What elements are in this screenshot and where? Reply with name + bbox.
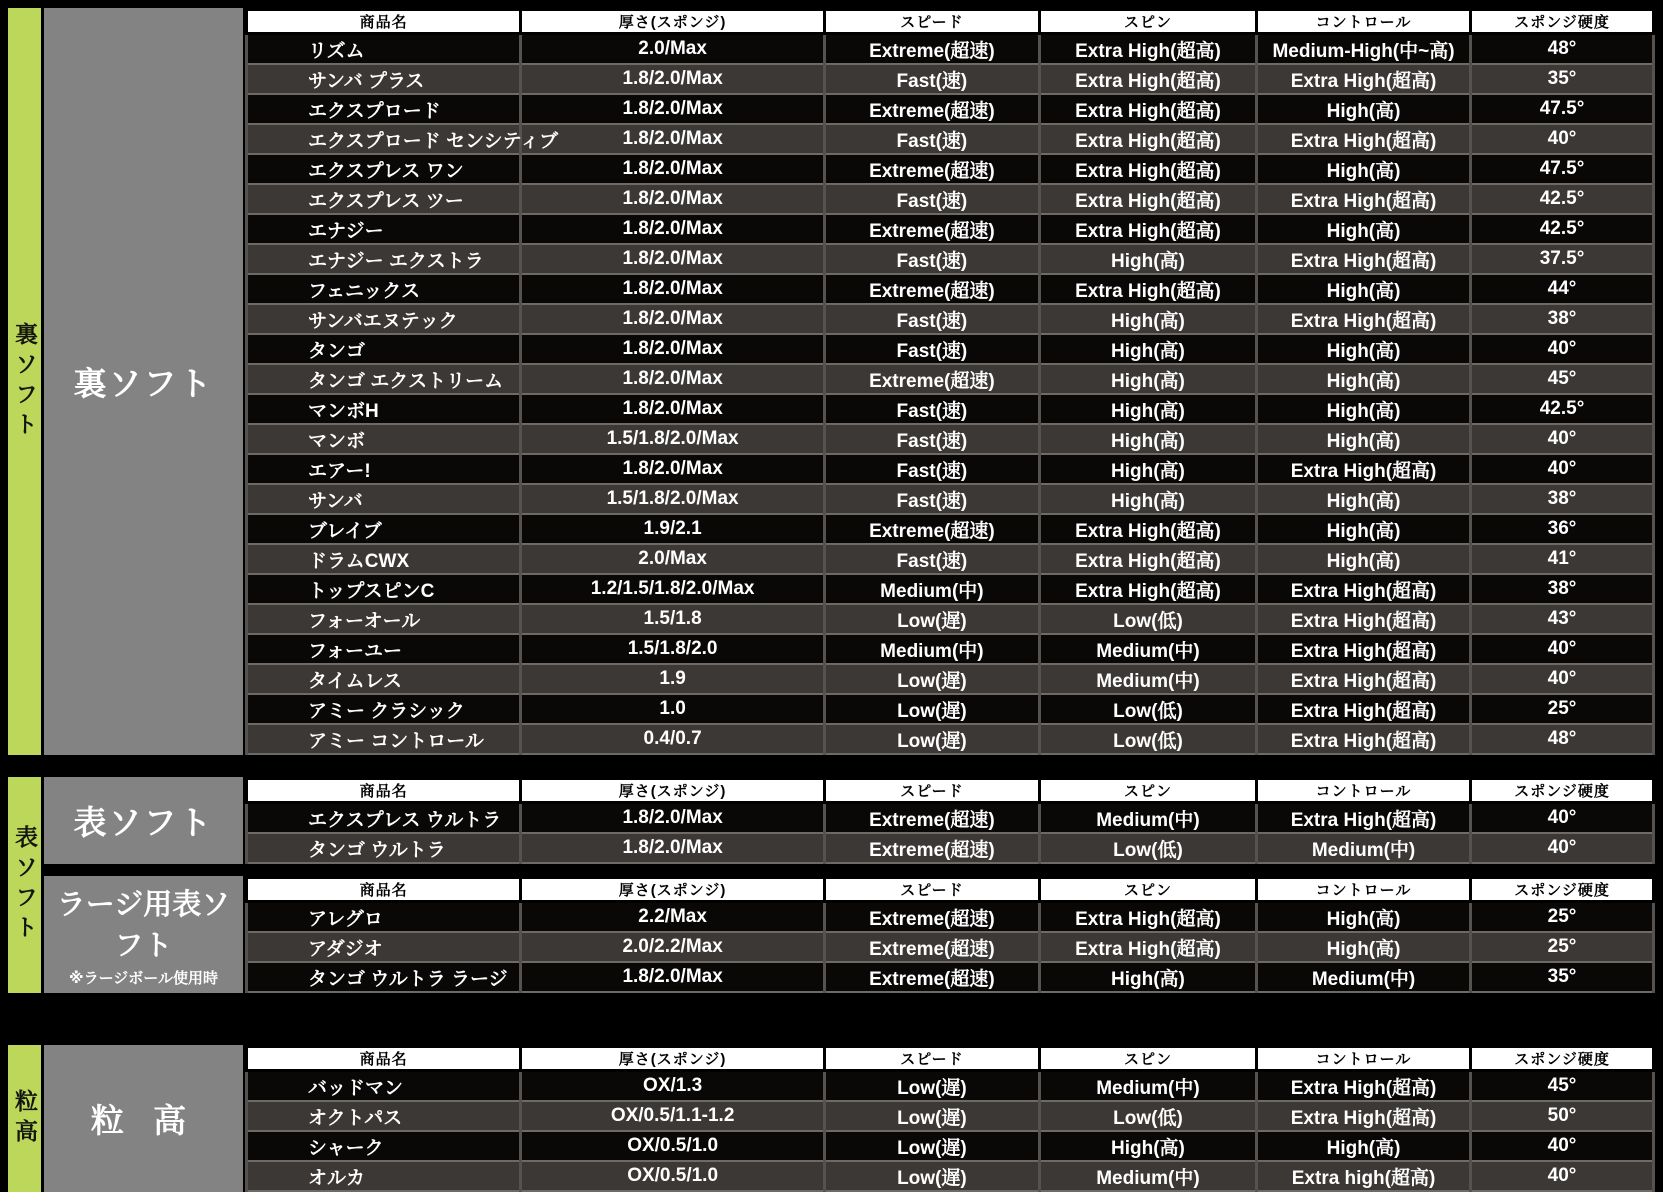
speed-cell: Fast(速)	[824, 394, 1039, 424]
product-name-cell: アダジオ	[247, 932, 521, 962]
spin-cell: Extra High(超高)	[1039, 154, 1256, 184]
sponge-hardness-cell: 35°	[1471, 64, 1654, 94]
product-name-cell: タンゴ ウルトラ ラージ	[247, 962, 521, 992]
thickness-cell: 1.9	[521, 664, 825, 694]
product-name-cell: タンゴ エクストリーム	[247, 364, 521, 394]
thickness-cell: 2.0/Max	[521, 34, 825, 65]
product-name-cell: バッドマン	[247, 1071, 521, 1102]
sponge-hardness-cell: 48°	[1471, 34, 1654, 65]
table-row	[247, 1161, 1654, 1191]
spin-cell: Low(低)	[1039, 1101, 1256, 1131]
thickness-cell: OX/0.5/1.0	[521, 1131, 825, 1161]
speed-cell: Fast(速)	[824, 544, 1039, 574]
product-name-cell: サンバ	[247, 484, 521, 514]
speed-cell: Extreme(超速)	[824, 902, 1039, 933]
column-header-speed: スピード	[824, 10, 1039, 34]
sponge-hardness-cell: 48°	[1471, 724, 1654, 754]
thickness-cell: 1.5/1.8/2.0	[521, 634, 825, 664]
speed-cell: Extreme(超速)	[824, 214, 1039, 244]
control-cell: Extra High(超高)	[1257, 304, 1471, 334]
spin-cell: Low(低)	[1039, 833, 1256, 863]
spin-cell: Low(低)	[1039, 694, 1256, 724]
column-header-product-name: 商品名	[247, 1047, 521, 1071]
table-row	[247, 34, 1654, 65]
column-header-control: コントロール	[1257, 10, 1471, 34]
product-name-cell: エクスプロード	[247, 94, 521, 124]
group-label-inverted	[44, 8, 243, 755]
thickness-cell: 1.8/2.0/Max	[521, 184, 825, 214]
speed-cell: Medium(中)	[824, 634, 1039, 664]
thickness-cell: 1.8/2.0/Max	[521, 962, 825, 992]
speed-cell: Low(遅)	[824, 604, 1039, 634]
table-row	[247, 544, 1654, 574]
column-header-product-name: 商品名	[247, 878, 521, 902]
table-row	[247, 364, 1654, 394]
product-name-cell: タイムレス	[247, 664, 521, 694]
sponge-hardness-cell: 40°	[1471, 124, 1654, 154]
speed-cell: Fast(速)	[824, 124, 1039, 154]
spin-cell: Extra High(超高)	[1039, 932, 1256, 962]
sponge-hardness-cell: 37.5°	[1471, 244, 1654, 274]
thickness-cell: 1.8/2.0/Max	[521, 154, 825, 184]
thickness-cell: 1.2/1.5/1.8/2.0/Max	[521, 574, 825, 604]
product-name-cell: オクトパス	[247, 1101, 521, 1131]
spin-cell: Extra High(超高)	[1039, 544, 1256, 574]
spin-cell: Medium(中)	[1039, 803, 1256, 834]
product-name-cell: エクスプレス ワン	[247, 154, 521, 184]
speed-cell: Fast(速)	[824, 454, 1039, 484]
group-label-large-ball	[44, 876, 243, 993]
sponge-hardness-cell: 43°	[1471, 604, 1654, 634]
table-row	[247, 184, 1654, 214]
sponge-hardness-cell: 40°	[1471, 833, 1654, 863]
spin-cell: Extra High(超高)	[1039, 64, 1256, 94]
group-title: 裏ソフト	[73, 365, 214, 402]
table-row	[247, 634, 1654, 664]
table-long-pips-wrap	[245, 1045, 1655, 1192]
speed-cell: Low(遅)	[824, 724, 1039, 754]
header-row	[247, 779, 1654, 803]
spin-cell: Medium(中)	[1039, 1071, 1256, 1102]
table-long-pips	[245, 1045, 1655, 1192]
speed-cell: Fast(速)	[824, 64, 1039, 94]
spin-cell: Low(低)	[1039, 724, 1256, 754]
product-name-cell: サンバ プラス	[247, 64, 521, 94]
column-header-thickness: 厚さ(スポンジ)	[521, 10, 825, 34]
spin-cell: Medium(中)	[1039, 634, 1256, 664]
table-row	[247, 664, 1654, 694]
speed-cell: Fast(速)	[824, 184, 1039, 214]
product-name-cell: アミー コントロール	[247, 724, 521, 754]
sponge-hardness-cell: 45°	[1471, 364, 1654, 394]
product-name-cell: マンボ	[247, 424, 521, 454]
column-header-product-name: 商品名	[247, 779, 521, 803]
spin-cell: High(高)	[1039, 304, 1256, 334]
header-row	[247, 1047, 1654, 1071]
spin-cell: Extra High(超高)	[1039, 124, 1256, 154]
group-label-pips-out	[44, 777, 243, 864]
control-cell: Extra High(超高)	[1257, 724, 1471, 754]
speed-cell: Extreme(超速)	[824, 803, 1039, 834]
thickness-cell: 1.8/2.0/Max	[521, 364, 825, 394]
spin-cell: High(高)	[1039, 334, 1256, 364]
speed-cell: Extreme(超速)	[824, 514, 1039, 544]
table-large-ball-wrap	[245, 876, 1655, 993]
table-row	[247, 803, 1654, 834]
table-row	[247, 724, 1654, 754]
table-row	[247, 604, 1654, 634]
speed-cell: Fast(速)	[824, 304, 1039, 334]
column-header-speed: スピード	[824, 1047, 1039, 1071]
spin-cell: High(高)	[1039, 364, 1256, 394]
strip-label-long-pips: 粒高	[12, 1088, 38, 1149]
sponge-hardness-cell: 44°	[1471, 274, 1654, 304]
column-header-control: コントロール	[1257, 878, 1471, 902]
thickness-cell: 1.8/2.0/Max	[521, 94, 825, 124]
column-header-thickness: 厚さ(スポンジ)	[521, 1047, 825, 1071]
control-cell: Extra High(超高)	[1257, 64, 1471, 94]
product-name-cell: サンバエヌテック	[247, 304, 521, 334]
column-header-speed: スピード	[824, 878, 1039, 902]
sponge-hardness-cell: 40°	[1471, 1131, 1654, 1161]
sponge-hardness-cell: 25°	[1471, 902, 1654, 933]
spin-cell: High(高)	[1039, 484, 1256, 514]
product-name-cell: フォーユー	[247, 634, 521, 664]
group-long-pips	[44, 1045, 1655, 1192]
group-title: 表ソフト	[73, 804, 214, 841]
section-strip-inverted	[8, 8, 41, 755]
speed-cell: Fast(速)	[824, 484, 1039, 514]
group-title: 粒 高	[90, 1102, 197, 1139]
thickness-cell: 1.8/2.0/Max	[521, 454, 825, 484]
control-cell: High(高)	[1257, 94, 1471, 124]
thickness-cell: 1.8/2.0/Max	[521, 394, 825, 424]
speed-cell: Extreme(超速)	[824, 94, 1039, 124]
table-row	[247, 902, 1654, 933]
sponge-hardness-cell: 40°	[1471, 1161, 1654, 1191]
speed-cell: Medium(中)	[824, 574, 1039, 604]
control-cell: Extra High(超高)	[1257, 604, 1471, 634]
table-row	[247, 574, 1654, 604]
control-cell: Medium(中)	[1257, 833, 1471, 863]
table-row	[247, 1071, 1654, 1102]
column-header-sponge-hardness: スポンジ硬度	[1471, 779, 1654, 803]
spin-cell: High(高)	[1039, 962, 1256, 992]
strip-label-inverted: 裏ソフト	[12, 321, 38, 442]
column-header-sponge-hardness: スポンジ硬度	[1471, 1047, 1654, 1071]
column-header-spin: スピン	[1039, 779, 1256, 803]
control-cell: Extra High(超高)	[1257, 454, 1471, 484]
sponge-hardness-cell: 47.5°	[1471, 154, 1654, 184]
table-row	[247, 454, 1654, 484]
product-name-cell: リズム	[247, 34, 521, 65]
speed-cell: Extreme(超速)	[824, 962, 1039, 992]
spin-cell: Extra High(超高)	[1039, 902, 1256, 933]
sponge-hardness-cell: 35°	[1471, 962, 1654, 992]
thickness-cell: 1.0	[521, 694, 825, 724]
table-row	[247, 1101, 1654, 1131]
section-pips-out-rubber	[8, 777, 1655, 993]
table-row	[247, 94, 1654, 124]
speed-cell: Extreme(超速)	[824, 364, 1039, 394]
control-cell: High(高)	[1257, 364, 1471, 394]
speed-cell: Extreme(超速)	[824, 833, 1039, 863]
table-row	[247, 124, 1654, 154]
control-cell: High(高)	[1257, 154, 1471, 184]
sponge-hardness-cell: 40°	[1471, 803, 1654, 834]
spin-cell: High(高)	[1039, 424, 1256, 454]
speed-cell: Low(遅)	[824, 694, 1039, 724]
sponge-hardness-cell: 40°	[1471, 634, 1654, 664]
sponge-hardness-cell: 36°	[1471, 514, 1654, 544]
control-cell: High(高)	[1257, 1131, 1471, 1161]
control-cell: Extra High(超高)	[1257, 694, 1471, 724]
sponge-hardness-cell: 25°	[1471, 932, 1654, 962]
column-header-spin: スピン	[1039, 1047, 1256, 1071]
table-large-ball	[245, 876, 1655, 993]
thickness-cell: OX/0.5/1.0	[521, 1161, 825, 1191]
spin-cell: High(高)	[1039, 454, 1256, 484]
speed-cell: Low(遅)	[824, 1161, 1039, 1191]
table-row	[247, 1131, 1654, 1161]
thickness-cell: 1.5/1.8	[521, 604, 825, 634]
control-cell: Extra High(超高)	[1257, 244, 1471, 274]
sponge-hardness-cell: 50°	[1471, 1101, 1654, 1131]
control-cell: High(高)	[1257, 274, 1471, 304]
spin-cell: Extra High(超高)	[1039, 214, 1256, 244]
table-pips-out-wrap	[245, 777, 1655, 864]
table-row	[247, 514, 1654, 544]
thickness-cell: 1.8/2.0/Max	[521, 244, 825, 274]
table-row	[247, 334, 1654, 364]
speed-cell: Fast(速)	[824, 424, 1039, 454]
control-cell: High(高)	[1257, 902, 1471, 933]
group-pips-out	[44, 777, 1655, 864]
sponge-hardness-cell: 42.5°	[1471, 184, 1654, 214]
column-header-thickness: 厚さ(スポンジ)	[521, 878, 825, 902]
product-name-cell: エナジー エクストラ	[247, 244, 521, 274]
spin-cell: Extra High(超高)	[1039, 34, 1256, 65]
control-cell: Extra high(超高)	[1257, 1161, 1471, 1191]
table-row	[247, 932, 1654, 962]
strip-label-pips-out: 表ソフト	[12, 825, 38, 945]
control-cell: Extra High(超高)	[1257, 574, 1471, 604]
thickness-cell: 1.8/2.0/Max	[521, 803, 825, 834]
product-name-cell: アレグロ	[247, 902, 521, 933]
thickness-cell: 1.8/2.0/Max	[521, 64, 825, 94]
group-title: ラージ用表ソフト	[56, 888, 231, 962]
thickness-cell: 1.8/2.0/Max	[521, 274, 825, 304]
product-name-cell: エクスプレス ウルトラ	[247, 803, 521, 834]
table-inverted-wrap	[245, 8, 1655, 755]
control-cell: Extra High(超高)	[1257, 1071, 1471, 1102]
table-row	[247, 214, 1654, 244]
sponge-hardness-cell: 40°	[1471, 664, 1654, 694]
header-row	[247, 10, 1654, 34]
product-name-cell: エクスプレス ツー	[247, 184, 521, 214]
product-name-cell: エクスプロード センシティブ	[247, 124, 521, 154]
product-name-cell: エナジー	[247, 214, 521, 244]
table-row	[247, 484, 1654, 514]
thickness-cell: 2.0/Max	[521, 544, 825, 574]
sponge-hardness-cell: 40°	[1471, 454, 1654, 484]
spin-cell: Extra High(超高)	[1039, 514, 1256, 544]
sponge-hardness-cell: 42.5°	[1471, 394, 1654, 424]
control-cell: High(高)	[1257, 484, 1471, 514]
table-inverted	[245, 8, 1655, 755]
sponge-hardness-cell: 41°	[1471, 544, 1654, 574]
speed-cell: Extreme(超速)	[824, 274, 1039, 304]
control-cell: High(高)	[1257, 932, 1471, 962]
control-cell: Medium(中)	[1257, 962, 1471, 992]
thickness-cell: 1.8/2.0/Max	[521, 833, 825, 863]
column-header-spin: スピン	[1039, 10, 1256, 34]
control-cell: High(高)	[1257, 214, 1471, 244]
column-header-speed: スピード	[824, 779, 1039, 803]
control-cell: Extra High(超高)	[1257, 664, 1471, 694]
thickness-cell: OX/1.3	[521, 1071, 825, 1102]
thickness-cell: 2.0/2.2/Max	[521, 932, 825, 962]
thickness-cell: 1.8/2.0/Max	[521, 304, 825, 334]
thickness-cell: 1.8/2.0/Max	[521, 124, 825, 154]
product-name-cell: フォーオール	[247, 604, 521, 634]
thickness-cell: 1.8/2.0/Max	[521, 214, 825, 244]
speed-cell: Fast(速)	[824, 244, 1039, 274]
thickness-cell: 0.4/0.7	[521, 724, 825, 754]
column-header-control: コントロール	[1257, 1047, 1471, 1071]
sponge-hardness-cell: 42.5°	[1471, 214, 1654, 244]
control-cell: Extra High(超高)	[1257, 184, 1471, 214]
spin-cell: Low(低)	[1039, 604, 1256, 634]
control-cell: Extra High(超高)	[1257, 1101, 1471, 1131]
speed-cell: Low(遅)	[824, 1071, 1039, 1102]
table-row	[247, 694, 1654, 724]
control-cell: High(高)	[1257, 544, 1471, 574]
spin-cell: Extra High(超高)	[1039, 574, 1256, 604]
speed-cell: Low(遅)	[824, 1131, 1039, 1161]
table-row	[247, 833, 1654, 863]
product-name-cell: ブレイブ	[247, 514, 521, 544]
group-large-ball-pips-out	[44, 876, 1655, 993]
spin-cell: High(高)	[1039, 1131, 1256, 1161]
control-cell: High(高)	[1257, 394, 1471, 424]
speed-cell: Extreme(超速)	[824, 154, 1039, 184]
table-row	[247, 154, 1654, 184]
section-inverted-rubber	[8, 8, 1655, 755]
spin-cell: Extra High(超高)	[1039, 94, 1256, 124]
spin-cell: Extra High(超高)	[1039, 274, 1256, 304]
product-name-cell: タンゴ ウルトラ	[247, 833, 521, 863]
product-name-cell: タンゴ	[247, 334, 521, 364]
control-cell: Extra High(超高)	[1257, 803, 1471, 834]
column-header-thickness: 厚さ(スポンジ)	[521, 779, 825, 803]
section-strip-long-pips	[8, 1045, 41, 1192]
table-row	[247, 304, 1654, 334]
table-row	[247, 962, 1654, 992]
product-name-cell: トップスピンC	[247, 574, 521, 604]
sponge-hardness-cell: 47.5°	[1471, 94, 1654, 124]
speed-cell: Fast(速)	[824, 334, 1039, 364]
thickness-cell: 1.5/1.8/2.0/Max	[521, 484, 825, 514]
product-name-cell: フェニックス	[247, 274, 521, 304]
group-inverted	[44, 8, 1655, 755]
table-pips-out	[245, 777, 1655, 864]
speed-cell: Extreme(超速)	[824, 34, 1039, 65]
sponge-hardness-cell: 38°	[1471, 304, 1654, 334]
sponge-hardness-cell: 38°	[1471, 484, 1654, 514]
column-header-sponge-hardness: スポンジ硬度	[1471, 878, 1654, 902]
control-cell: High(高)	[1257, 334, 1471, 364]
thickness-cell: 1.8/2.0/Max	[521, 334, 825, 364]
thickness-cell: 1.5/1.8/2.0/Max	[521, 424, 825, 454]
sponge-hardness-cell: 40°	[1471, 334, 1654, 364]
speed-cell: Low(遅)	[824, 664, 1039, 694]
section-strip-pips-out	[8, 777, 41, 993]
control-cell: High(高)	[1257, 514, 1471, 544]
product-name-cell: アミー クラシック	[247, 694, 521, 724]
control-cell: Medium-High(中~高)	[1257, 34, 1471, 65]
thickness-cell: OX/0.5/1.1-1.2	[521, 1101, 825, 1131]
product-name-cell: ドラムCWX	[247, 544, 521, 574]
spin-cell: Extra High(超高)	[1039, 184, 1256, 214]
column-header-product-name: 商品名	[247, 10, 521, 34]
section-long-pips-rubber	[8, 1045, 1655, 1192]
thickness-cell: 1.9/2.1	[521, 514, 825, 544]
table-row	[247, 424, 1654, 454]
header-row	[247, 878, 1654, 902]
column-header-control: コントロール	[1257, 779, 1471, 803]
sponge-hardness-cell: 45°	[1471, 1071, 1654, 1102]
product-name-cell: オルカ	[247, 1161, 521, 1191]
table-row	[247, 274, 1654, 304]
product-name-cell: マンボH	[247, 394, 521, 424]
speed-cell: Low(遅)	[824, 1101, 1039, 1131]
product-name-cell: シャーク	[247, 1131, 521, 1161]
spin-cell: Medium(中)	[1039, 1161, 1256, 1191]
sponge-hardness-cell: 25°	[1471, 694, 1654, 724]
table-row	[247, 244, 1654, 274]
spin-cell: High(高)	[1039, 394, 1256, 424]
column-header-spin: スピン	[1039, 878, 1256, 902]
sponge-hardness-cell: 38°	[1471, 574, 1654, 604]
control-cell: High(高)	[1257, 424, 1471, 454]
control-cell: Extra High(超高)	[1257, 634, 1471, 664]
sponge-hardness-cell: 40°	[1471, 424, 1654, 454]
spin-cell: High(高)	[1039, 244, 1256, 274]
thickness-cell: 2.2/Max	[521, 902, 825, 933]
column-header-sponge-hardness: スポンジ硬度	[1471, 10, 1654, 34]
product-name-cell: エアー!	[247, 454, 521, 484]
spin-cell: Medium(中)	[1039, 664, 1256, 694]
table-row	[247, 64, 1654, 94]
control-cell: Extra High(超高)	[1257, 124, 1471, 154]
table-row	[247, 394, 1654, 424]
group-label-long-pips	[44, 1045, 243, 1192]
speed-cell: Extreme(超速)	[824, 932, 1039, 962]
group-note: ※ラージボール使用時	[69, 969, 218, 987]
